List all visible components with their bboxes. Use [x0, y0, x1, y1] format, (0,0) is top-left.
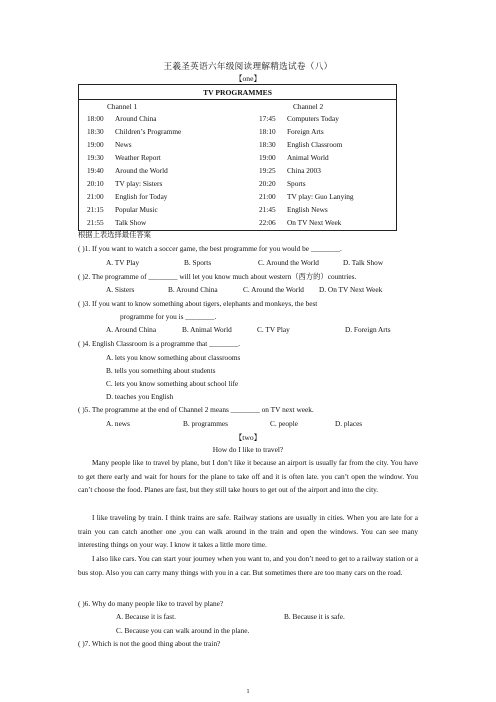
programme-name: Talk Show — [115, 218, 147, 227]
programme-name: News — [115, 140, 132, 149]
channel1-programme-row — [87, 192, 167, 201]
channel2-programme-row — [259, 192, 354, 201]
question-3: ( )3. If you want to know something about tigers, elephants and monkeys, the best — [78, 299, 318, 308]
q3-option-b: B. Animal World — [182, 325, 232, 334]
programme-time: 18:10 — [259, 127, 276, 136]
programme-time: 19:30 — [87, 153, 104, 162]
q3-option-d: D. Foreign Arts — [345, 325, 391, 334]
programme-time: 21:00 — [259, 192, 276, 201]
channel1-programme-row — [87, 114, 157, 123]
channel1-header: Channel 1 — [107, 102, 138, 111]
q5-option-b: B. programmes — [183, 419, 228, 428]
tv-programme-table — [78, 84, 397, 231]
programme-name: Weather Report — [115, 153, 161, 162]
question-6: ( )6. Why do many people like to travel by plane? — [78, 599, 224, 608]
programme-name: Animal World — [287, 153, 329, 162]
section-one-heading: 【one】 — [234, 74, 262, 83]
q4-option-b: B. tells you something about students — [106, 366, 216, 375]
question-5: ( )5. The programme at the end of Channel 2 means ________ on TV next week. — [78, 405, 314, 414]
programme-time: 21:00 — [87, 192, 104, 201]
channel2-programme-row — [259, 153, 329, 162]
programme-time: 18:30 — [259, 140, 276, 149]
programme-name: English News — [287, 205, 328, 214]
instruction-text: 根据上表选择最佳答案 — [78, 230, 151, 239]
q2-option-a: A. Sisters — [106, 285, 135, 294]
page-number: 1 — [246, 688, 250, 695]
question-4: ( )4. English Classroom is a programme that ________. — [78, 339, 241, 348]
page-title: 王羲圣英语六年级阅读理解精选试卷（八） — [163, 61, 333, 71]
passage-paragraph-1: Many people like to travel by plane, but I don’t like it because an airport is usually far from the city. You have to get there early and wait for hours for the plane to take off and it is often late. you can’t open the window. You can’t choose the food. Planes are fast, but they still take hours to get out of the airport and into the city. — [78, 458, 418, 495]
q5-option-c: C. people — [270, 419, 298, 428]
q2-option-d: D. On TV Next Week — [319, 285, 383, 294]
section-two-heading: 【two】 — [234, 433, 262, 442]
channel1-programme-row — [87, 218, 146, 227]
passage-title: How do I like to travel? — [212, 445, 284, 454]
q2-option-b: B. Around China — [168, 285, 218, 294]
q6-option-a: A. Because it is fast. — [116, 612, 176, 621]
question-2: ( )2. The programme of ________ will let you know much about western（西方的）countries. — [78, 272, 357, 281]
channel1-programme-row — [87, 205, 158, 214]
tv-table-heading: TV PROGRAMMES — [203, 88, 272, 97]
programme-time: 19:00 — [259, 153, 276, 162]
channel1-programme-row — [87, 127, 181, 136]
programme-time: 21:15 — [87, 205, 104, 214]
q5-option-a: A. news — [106, 419, 130, 428]
channel1-programme-row — [87, 153, 161, 162]
channel2-programme-row — [259, 127, 324, 136]
channel2-programme-row — [259, 205, 328, 214]
q6-option-b: B. Because it is safe. — [284, 612, 345, 621]
channel1-programme-row — [87, 179, 162, 188]
programme-name: TV play: Guo Lanying — [287, 192, 354, 201]
programme-name: On TV Next Week — [287, 218, 342, 227]
q2-option-c: C. Around the World — [243, 285, 304, 294]
programme-time: 19:00 — [87, 140, 104, 149]
programme-time: 18:30 — [87, 127, 104, 136]
q1-option-a: A. TV Play — [106, 258, 140, 267]
q3-option-c: C. TV Play — [257, 325, 290, 334]
q3-option-a: A. Around China — [106, 325, 157, 334]
programme-time: 20:10 — [87, 179, 104, 188]
tv-table-divider — [79, 99, 396, 100]
channel2-programme-row — [259, 218, 341, 227]
channel1-programme-row — [87, 140, 132, 149]
channel2-programme-row — [259, 179, 306, 188]
programme-name: Around China — [115, 114, 157, 123]
programme-time: 20:20 — [259, 179, 276, 188]
question-3-continued: programme for you is ________. — [120, 312, 217, 321]
programme-time: 19:25 — [259, 166, 276, 175]
programme-name: Children’s Programme — [115, 127, 182, 136]
programme-time: 17:45 — [259, 114, 276, 123]
programme-name: Computers Today — [287, 114, 339, 123]
q5-option-d: D. places — [335, 419, 363, 428]
passage-paragraph-3: I also like cars. You can start your journey when you want to, and you don’t need to get to a railway station or a bus stop. Also you can carry many things with you in a car. But sometimes there are too many cars on the road. — [78, 554, 418, 577]
programme-time: 21:45 — [259, 205, 276, 214]
channel1-programme-row — [87, 166, 168, 175]
programme-time: 18:00 — [87, 114, 104, 123]
q4-option-a: A. lets you know something about classrooms — [106, 353, 241, 362]
q4-option-d: D. teaches you English — [106, 392, 174, 401]
programme-time: 19:40 — [87, 166, 104, 175]
channel2-programme-row — [259, 140, 342, 149]
q1-option-c: C. Around the World — [258, 258, 319, 267]
channel2-programme-row — [259, 114, 339, 123]
q4-option-c: C. lets you know something about school life — [106, 379, 239, 388]
question-7: ( )7. Which is not the good thing about the train? — [78, 639, 221, 648]
channel2-header: Channel 2 — [293, 102, 324, 111]
passage-paragraph-2: I like traveling by train. I think trains are safe. Railway stations are usually in cities. When you are late for a train you can catch another one ,you can walk around in the train and open the windows. You can see many interesting things on your way. I know it takes a little more time. — [78, 513, 418, 550]
programme-name: Sports — [287, 179, 306, 188]
programme-name: China 2003 — [287, 166, 321, 175]
question-1: ( )1. If you want to watch a soccer game, the best programme for you would be ________. — [78, 244, 342, 253]
q6-option-c: C. Because you can walk around in the plane. — [116, 626, 250, 635]
programme-time: 22:06 — [259, 218, 276, 227]
channel2-programme-row — [259, 166, 321, 175]
programme-name: Foreign Arts — [287, 127, 324, 136]
programme-name: Popular Music — [115, 205, 158, 214]
q1-option-d: D. Talk Show — [343, 258, 384, 267]
programme-name: TV play: Sisters — [115, 179, 163, 188]
q1-option-b: B. Sports — [184, 258, 212, 267]
programme-name: English for Today — [115, 192, 168, 201]
programme-name: English Classroom — [287, 140, 343, 149]
programme-name: Around the World — [115, 166, 168, 175]
programme-time: 21:55 — [87, 218, 104, 227]
